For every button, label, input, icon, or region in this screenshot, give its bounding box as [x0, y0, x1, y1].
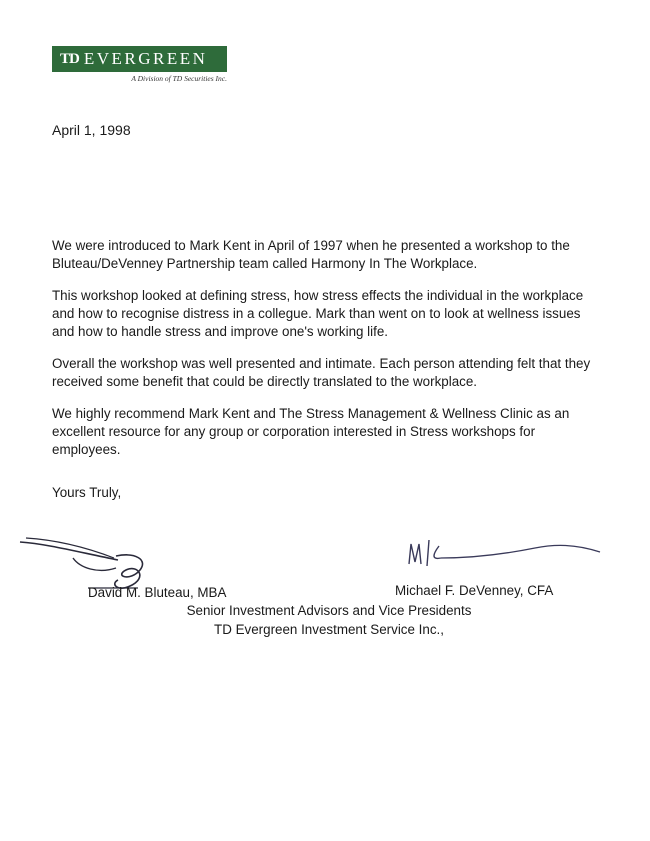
signer-title-line: Senior Investment Advisors and Vice Presidents [186, 603, 472, 618]
paragraph: This workshop looked at defining stress, how stress effects the individual in the workplace and how to recognise distress in a collegue. Mark than went on to look at wellness issues and how to handle stress and improve one's working life. [52, 288, 584, 339]
td-evergreen-logo [52, 46, 227, 72]
logo-wordmark: EVERGREEN [83, 49, 208, 68]
signature-bluteau-icon [18, 530, 168, 592]
signer-devenney-name: Michael F. DeVenney, CFA [395, 583, 554, 598]
paragraph: We were introduced to Mark Kent in April of 1997 when he presented a workshop to the Bluteau/DeVenney Partnership team called Harmony In The Workplace. [52, 238, 570, 271]
letter-body [52, 237, 602, 473]
paragraph: Overall the workshop was well presented and intimate. Each person attending felt that they received some benefit that could be directly translated to the workplace. [52, 356, 591, 389]
paragraph: We highly recommend Mark Kent and The Stress Management & Wellness Clinic as an excellent resource for any group or corporation interested in Stress workshops for employees. [52, 406, 570, 457]
signer-title-block [0, 601, 650, 639]
letterhead [52, 46, 227, 83]
signature-devenney-icon [405, 534, 605, 574]
signer-company-line: TD Evergreen Investment Service Inc., [214, 622, 444, 637]
division-tagline: A Division of TD Securities Inc. [131, 74, 227, 83]
logo-td-mark: TD [60, 50, 79, 67]
letter-date: April 1, 1998 [52, 122, 131, 138]
signer-bluteau-name: David M. Bluteau, MBA [88, 585, 227, 600]
closing: Yours Truly, [52, 485, 122, 500]
